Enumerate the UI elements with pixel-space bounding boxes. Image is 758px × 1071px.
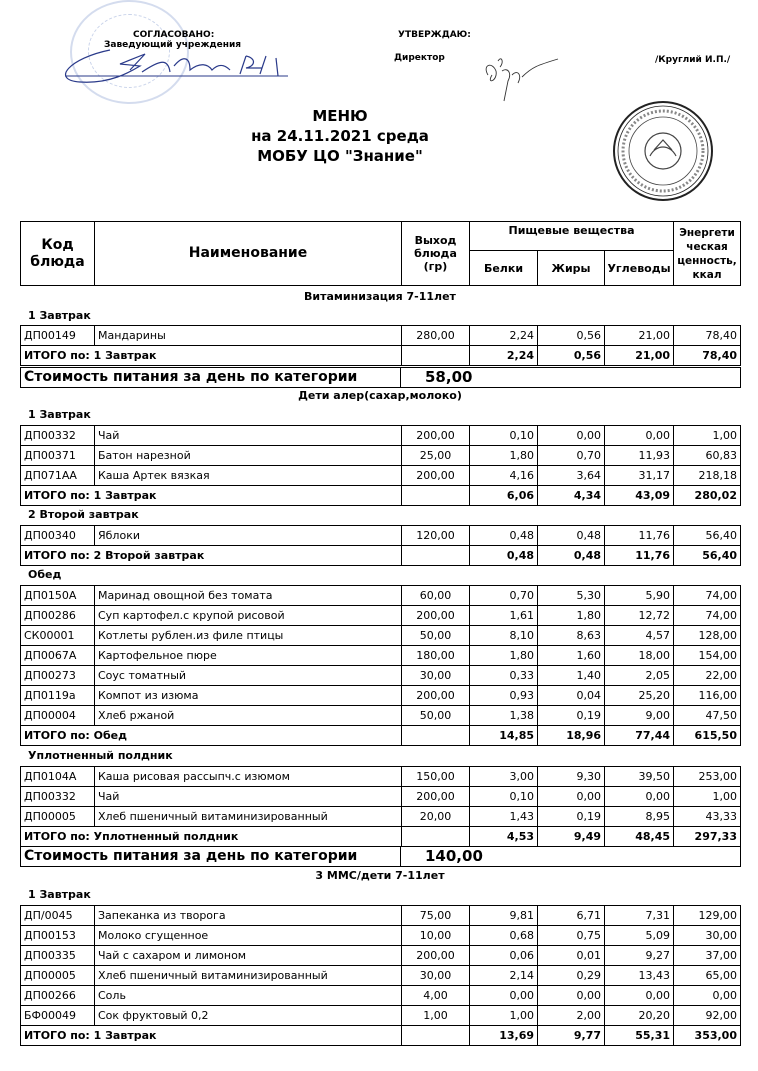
section-title: Витаминизация 7-11лет <box>304 290 456 303</box>
dish-yield: 25,00 <box>402 446 470 466</box>
director-signature-icon <box>478 55 568 105</box>
dish-protein: 3,00 <box>470 767 538 787</box>
total-carbs: 11,76 <box>605 546 674 566</box>
total-carbs: 43,09 <box>605 486 674 506</box>
table-row <box>21 926 741 946</box>
dish-energy: 30,00 <box>674 926 741 946</box>
meal-table <box>20 425 741 506</box>
dish-protein: 1,61 <box>470 606 538 626</box>
total-protein: 2,24 <box>470 346 538 366</box>
approve-label: УТВЕРЖДАЮ: <box>398 30 471 40</box>
dish-protein: 1,43 <box>470 807 538 827</box>
table-row <box>21 466 741 486</box>
total-carbs: 48,45 <box>605 827 674 847</box>
table-row <box>21 586 741 606</box>
table-row <box>21 326 741 346</box>
dish-energy: 74,00 <box>674 586 741 606</box>
col-fat: Жиры <box>538 251 605 286</box>
dish-name: Хлеб пшеничный витаминизированный <box>95 807 402 827</box>
head-signature-icon <box>50 44 290 92</box>
dish-code: ДП0119а <box>21 686 95 706</box>
dish-yield: 120,00 <box>402 526 470 546</box>
meal-table <box>20 585 741 746</box>
dish-code: ДП/0045 <box>21 906 95 926</box>
dish-carbs: 18,00 <box>605 646 674 666</box>
dish-protein: 2,14 <box>470 966 538 986</box>
dish-energy: 65,00 <box>674 966 741 986</box>
dish-name: Хлеб пшеничный витаминизированный <box>95 966 402 986</box>
dish-carbs: 12,72 <box>605 606 674 626</box>
dish-carbs: 11,93 <box>605 446 674 466</box>
table-row <box>21 446 741 466</box>
dish-energy: 0,00 <box>674 986 741 1006</box>
total-row <box>21 546 741 566</box>
dish-protein: 1,00 <box>470 1006 538 1026</box>
dish-fat: 3,64 <box>538 466 605 486</box>
dish-code: ДП00266 <box>21 986 95 1006</box>
total-protein: 0,48 <box>470 546 538 566</box>
total-energy: 280,02 <box>674 486 741 506</box>
dish-protein: 8,10 <box>470 626 538 646</box>
dish-protein: 0,93 <box>470 686 538 706</box>
total-label: ИТОГО по: Обед <box>21 726 402 746</box>
dish-fat: 0,56 <box>538 326 605 346</box>
dish-energy: 128,00 <box>674 626 741 646</box>
dish-energy: 253,00 <box>674 767 741 787</box>
section-title: Дети алер(сахар,молоко) <box>298 389 462 402</box>
dish-code: ДП071АА <box>21 466 95 486</box>
dish-name: Батон нарезной <box>95 446 402 466</box>
dish-carbs: 4,57 <box>605 626 674 646</box>
director-name: /Круглий И.П./ <box>655 55 731 65</box>
dish-name: Чай <box>95 787 402 807</box>
dish-protein: 0,00 <box>470 986 538 1006</box>
dish-fat: 0,00 <box>538 787 605 807</box>
table-row <box>21 646 741 666</box>
dish-fat: 0,00 <box>538 986 605 1006</box>
dish-name: Маринад овощной без томата <box>95 586 402 606</box>
dish-code: ДП0104А <box>21 767 95 787</box>
dish-energy: 43,33 <box>674 807 741 827</box>
dish-fat: 8,63 <box>538 626 605 646</box>
total-row <box>21 827 741 847</box>
total-energy: 615,50 <box>674 726 741 746</box>
dish-code: ДП00286 <box>21 606 95 626</box>
total-energy: 297,33 <box>674 827 741 847</box>
dish-code: ДП00005 <box>21 966 95 986</box>
total-carbs: 77,44 <box>605 726 674 746</box>
dish-code: ДП00340 <box>21 526 95 546</box>
dish-yield: 4,00 <box>402 986 470 1006</box>
daily-cost-label: Стоимость питания за день по категории <box>21 847 401 866</box>
meal-title: 1 Завтрак <box>28 309 91 322</box>
dish-carbs: 31,17 <box>605 466 674 486</box>
table-row <box>21 946 741 966</box>
dish-fat: 9,30 <box>538 767 605 787</box>
dish-yield: 60,00 <box>402 586 470 606</box>
dish-energy: 47,50 <box>674 706 741 726</box>
dish-name: Котлеты рублен.из филе птицы <box>95 626 402 646</box>
agreed-role: Заведующий учреждения <box>104 40 242 50</box>
total-energy: 56,40 <box>674 546 741 566</box>
meal-table <box>20 325 741 366</box>
daily-cost-row <box>20 846 741 867</box>
dish-code: СК00001 <box>21 626 95 646</box>
total-fat: 0,56 <box>538 346 605 366</box>
dish-name: Соус томатный <box>95 666 402 686</box>
dish-yield: 10,00 <box>402 926 470 946</box>
dish-energy: 60,83 <box>674 446 741 466</box>
dish-carbs: 13,43 <box>605 966 674 986</box>
total-row <box>21 486 741 506</box>
dish-fat: 2,00 <box>538 1006 605 1026</box>
meal-title: 1 Завтрак <box>28 408 91 421</box>
total-protein: 4,53 <box>470 827 538 847</box>
table-row <box>21 767 741 787</box>
meal-title: Обед <box>28 568 62 581</box>
table-row <box>21 787 741 807</box>
total-energy: 78,40 <box>674 346 741 366</box>
dish-code: ДП00335 <box>21 946 95 966</box>
dish-fat: 0,70 <box>538 446 605 466</box>
official-seal-icon <box>612 100 714 202</box>
dish-energy: 74,00 <box>674 606 741 626</box>
dish-name: Компот из изюма <box>95 686 402 706</box>
dish-protein: 0,70 <box>470 586 538 606</box>
dish-protein: 9,81 <box>470 906 538 926</box>
dish-code: БФ00049 <box>21 1006 95 1026</box>
dish-yield: 280,00 <box>402 326 470 346</box>
total-carbs: 55,31 <box>605 1026 674 1046</box>
dish-protein: 1,80 <box>470 446 538 466</box>
daily-cost-value: 58,00 <box>425 368 473 386</box>
page-title <box>230 106 450 166</box>
dish-protein: 0,33 <box>470 666 538 686</box>
dish-fat: 1,60 <box>538 646 605 666</box>
total-protein: 13,69 <box>470 1026 538 1046</box>
dish-protein: 1,80 <box>470 646 538 666</box>
total-carbs: 21,00 <box>605 346 674 366</box>
dish-yield: 150,00 <box>402 767 470 787</box>
dish-protein: 0,10 <box>470 426 538 446</box>
dish-carbs: 2,05 <box>605 666 674 686</box>
col-yield: Выход блюда (гр) <box>402 222 470 286</box>
dish-carbs: 11,76 <box>605 526 674 546</box>
dish-fat: 0,00 <box>538 426 605 446</box>
total-label: ИТОГО по: 1 Завтрак <box>21 486 402 506</box>
table-row <box>21 807 741 827</box>
dish-fat: 0,04 <box>538 686 605 706</box>
dish-yield: 180,00 <box>402 646 470 666</box>
table-row <box>21 606 741 626</box>
dish-yield: 200,00 <box>402 606 470 626</box>
director-label: Директор <box>394 53 445 63</box>
dish-protein: 1,38 <box>470 706 538 726</box>
dish-yield: 200,00 <box>402 686 470 706</box>
dish-fat: 0,01 <box>538 946 605 966</box>
table-row <box>21 706 741 726</box>
dish-fat: 0,19 <box>538 807 605 827</box>
dish-code: ДП00273 <box>21 666 95 686</box>
meal-title: 2 Второй завтрак <box>28 508 139 521</box>
dish-name: Запеканка из творога <box>95 906 402 926</box>
dish-yield: 30,00 <box>402 966 470 986</box>
meal-table <box>20 766 741 847</box>
dish-fat: 6,71 <box>538 906 605 926</box>
dish-carbs: 39,50 <box>605 767 674 787</box>
meal-title: Уплотненный полдник <box>28 749 173 762</box>
title-institution: МОБУ ЦО "Знание" <box>257 147 423 165</box>
dish-code: ДП00005 <box>21 807 95 827</box>
dish-fat: 0,75 <box>538 926 605 946</box>
table-row <box>21 966 741 986</box>
title-date: на 24.11.2021 среда <box>251 127 429 145</box>
dish-protein: 2,24 <box>470 326 538 346</box>
dish-energy: 78,40 <box>674 326 741 346</box>
total-label: ИТОГО по: 1 Завтрак <box>21 346 402 366</box>
dish-name: Чай <box>95 426 402 446</box>
dish-name: Сок фруктовый 0,2 <box>95 1006 402 1026</box>
total-label: ИТОГО по: Уплотненный полдник <box>21 827 402 847</box>
total-energy: 353,00 <box>674 1026 741 1046</box>
total-row <box>21 346 741 366</box>
title-menu: МЕНЮ <box>312 107 368 125</box>
dish-name: Яблоки <box>95 526 402 546</box>
daily-cost-label: Стоимость питания за день по категории <box>21 368 401 387</box>
daily-cost-row <box>20 367 741 388</box>
dish-code: ДП00153 <box>21 926 95 946</box>
total-fat: 0,48 <box>538 546 605 566</box>
dish-code: ДП00004 <box>21 706 95 726</box>
dish-carbs: 0,00 <box>605 426 674 446</box>
dish-yield: 75,00 <box>402 906 470 926</box>
dish-carbs: 7,31 <box>605 906 674 926</box>
dish-yield: 50,00 <box>402 706 470 726</box>
section-title: 3 ММС/дети 7-11лет <box>315 869 445 882</box>
dish-energy: 129,00 <box>674 906 741 926</box>
dish-code: ДП00332 <box>21 426 95 446</box>
total-fat: 18,96 <box>538 726 605 746</box>
dish-name: Хлеб ржаной <box>95 706 402 726</box>
col-name: Наименование <box>95 222 402 286</box>
col-energy: Энергети ческая ценность, ккал <box>674 222 741 286</box>
dish-code: ДП00371 <box>21 446 95 466</box>
dish-code: ДП0067А <box>21 646 95 666</box>
col-nutrients: Пищевые вещества <box>470 222 674 251</box>
dish-energy: 37,00 <box>674 946 741 966</box>
total-fat: 9,77 <box>538 1026 605 1046</box>
dish-carbs: 21,00 <box>605 326 674 346</box>
dish-carbs: 8,95 <box>605 807 674 827</box>
meal-table <box>20 905 741 1046</box>
dish-carbs: 5,09 <box>605 926 674 946</box>
dish-name: Каша Артек вязкая <box>95 466 402 486</box>
meal-table <box>20 525 741 566</box>
dish-name: Соль <box>95 986 402 1006</box>
dish-carbs: 5,90 <box>605 586 674 606</box>
dish-protein: 0,48 <box>470 526 538 546</box>
dish-carbs: 0,00 <box>605 787 674 807</box>
dish-fat: 1,80 <box>538 606 605 626</box>
daily-cost-value: 140,00 <box>425 847 483 865</box>
total-protein: 6,06 <box>470 486 538 506</box>
col-code: Код блюда <box>21 222 95 286</box>
total-row <box>21 726 741 746</box>
dish-carbs: 9,00 <box>605 706 674 726</box>
col-protein: Белки <box>470 251 538 286</box>
dish-fat: 0,19 <box>538 706 605 726</box>
dish-carbs: 20,20 <box>605 1006 674 1026</box>
dish-carbs: 0,00 <box>605 986 674 1006</box>
dish-fat: 5,30 <box>538 586 605 606</box>
dish-yield: 200,00 <box>402 946 470 966</box>
agreed-label: СОГЛАСОВАНО: <box>133 30 215 40</box>
dish-carbs: 25,20 <box>605 686 674 706</box>
table-row <box>21 686 741 706</box>
table-row <box>21 626 741 646</box>
dish-fat: 0,29 <box>538 966 605 986</box>
table-row <box>21 1006 741 1026</box>
dish-name: Картофельное пюре <box>95 646 402 666</box>
dish-fat: 0,48 <box>538 526 605 546</box>
dish-fat: 1,40 <box>538 666 605 686</box>
dish-energy: 1,00 <box>674 426 741 446</box>
dish-protein: 0,10 <box>470 787 538 807</box>
dish-energy: 56,40 <box>674 526 741 546</box>
dish-energy: 116,00 <box>674 686 741 706</box>
dish-name: Мандарины <box>95 326 402 346</box>
total-fat: 9,49 <box>538 827 605 847</box>
dish-energy: 154,00 <box>674 646 741 666</box>
total-protein: 14,85 <box>470 726 538 746</box>
col-carbs: Углеводы <box>605 251 674 286</box>
meal-title: 1 Завтрак <box>28 888 91 901</box>
dish-protein: 0,06 <box>470 946 538 966</box>
dish-name: Молоко сгущенное <box>95 926 402 946</box>
table-row <box>21 666 741 686</box>
dish-protein: 0,68 <box>470 926 538 946</box>
table-row <box>21 526 741 546</box>
dish-name: Суп картофел.с крупой рисовой <box>95 606 402 626</box>
dish-carbs: 9,27 <box>605 946 674 966</box>
dish-code: ДП00149 <box>21 326 95 346</box>
dish-yield: 200,00 <box>402 466 470 486</box>
dish-energy: 1,00 <box>674 787 741 807</box>
dish-yield: 1,00 <box>402 1006 470 1026</box>
total-label: ИТОГО по: 1 Завтрак <box>21 1026 402 1046</box>
dish-yield: 200,00 <box>402 787 470 807</box>
table-row <box>21 426 741 446</box>
dish-yield: 30,00 <box>402 666 470 686</box>
total-label: ИТОГО по: 2 Второй завтрак <box>21 546 402 566</box>
dish-protein: 4,16 <box>470 466 538 486</box>
dish-name: Каша рисовая рассыпч.с изюмом <box>95 767 402 787</box>
dish-yield: 200,00 <box>402 426 470 446</box>
table-row <box>21 906 741 926</box>
dish-energy: 92,00 <box>674 1006 741 1026</box>
dish-yield: 20,00 <box>402 807 470 827</box>
total-row <box>21 1026 741 1046</box>
dish-code: ДП00332 <box>21 787 95 807</box>
total-fat: 4,34 <box>538 486 605 506</box>
dish-energy: 22,00 <box>674 666 741 686</box>
dish-name: Чай с сахаром и лимоном <box>95 946 402 966</box>
table-row <box>21 986 741 1006</box>
dish-energy: 218,18 <box>674 466 741 486</box>
dish-code: ДП0150А <box>21 586 95 606</box>
column-header-table <box>20 221 741 286</box>
dish-yield: 50,00 <box>402 626 470 646</box>
